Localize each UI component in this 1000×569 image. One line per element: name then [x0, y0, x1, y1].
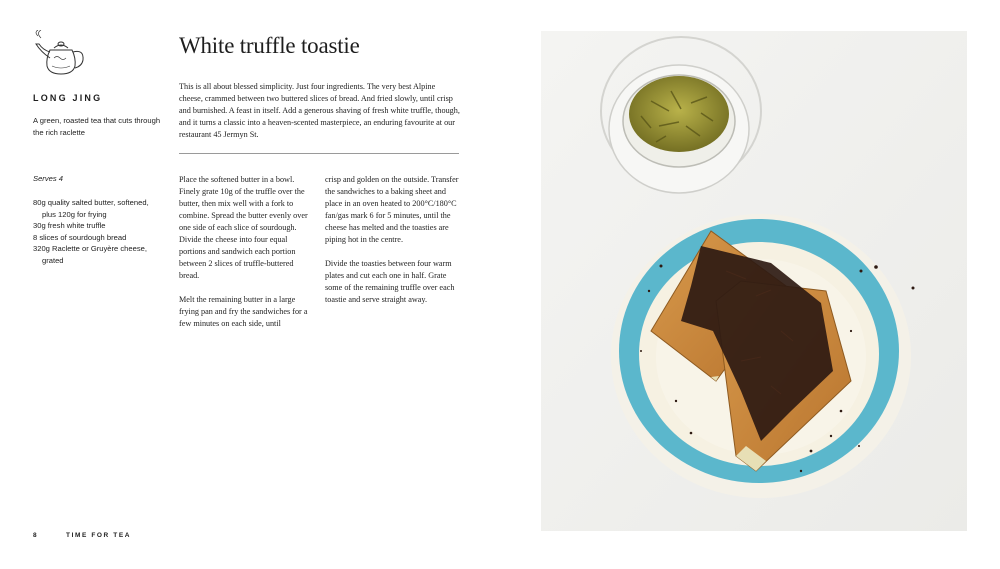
recipe-intro: This is all about blessed simplicity. Just four ingredients. The very best Alpine cheese, crammed between two buttered slices of bread. And fried slowly, until crisp and burnished. A feast in itself. Add a generous shaving of fresh white truffle, though, and it turns a classic into a heaven-scented masterpiece, an enduring favourite at our restaurant 45 Jermyn St.	[179, 82, 460, 139]
tea-description: A green, roasted tea that cuts through the rich raclette	[33, 116, 161, 137]
ingredient-list	[33, 197, 163, 266]
truffle-toastie-photo	[541, 31, 967, 531]
ingredient-item: 30g fresh white truffle	[33, 221, 106, 230]
method-column-2	[325, 174, 465, 318]
tea-name: LONG JING	[33, 93, 103, 103]
method-paragraph: Place the softened butter in a bowl. Finely grate 10g of the truffle over the butter, then mix well with a fork to combine. Spread the butter evenly over one side of each slice of sourdough. Divide the cheese into four equal portions and sandwich each portion between 2 slices of truffle-buttered bread.	[179, 175, 308, 280]
method-paragraph: crisp and golden on the outside. Transfer the sandwiches to a baking sheet and place in an oven heated to 200°C/180°C fan/gas mark 6 for 5 minutes, until the cheese has melted and the toasties are piping hot in the centre.	[325, 175, 459, 244]
teapot-illustration	[30, 30, 92, 78]
book-title: TIME FOR TEA	[66, 532, 132, 539]
section-divider	[179, 153, 459, 154]
ingredient-item: 80g quality salted butter, softened, plus 120g for frying	[33, 198, 149, 219]
method-column-1	[179, 174, 311, 342]
ingredient-item: 8 slices of sourdough bread	[33, 232, 127, 242]
page-number: 8	[33, 532, 37, 539]
method-paragraph: Divide the toasties between four warm plates and cut each one in half. Grate some of the remaining truffle over each toastie and serve straight away.	[325, 259, 455, 304]
serves-label: Serves 4	[33, 174, 63, 183]
recipe-title: White truffle toastie	[179, 33, 360, 58]
method-paragraph: Melt the remaining butter in a large frying pan and fry the sandwiches for a few minutes on each side, until	[179, 295, 308, 328]
ingredient-item: 320g Raclette or Gruyère cheese, grated	[33, 244, 147, 265]
